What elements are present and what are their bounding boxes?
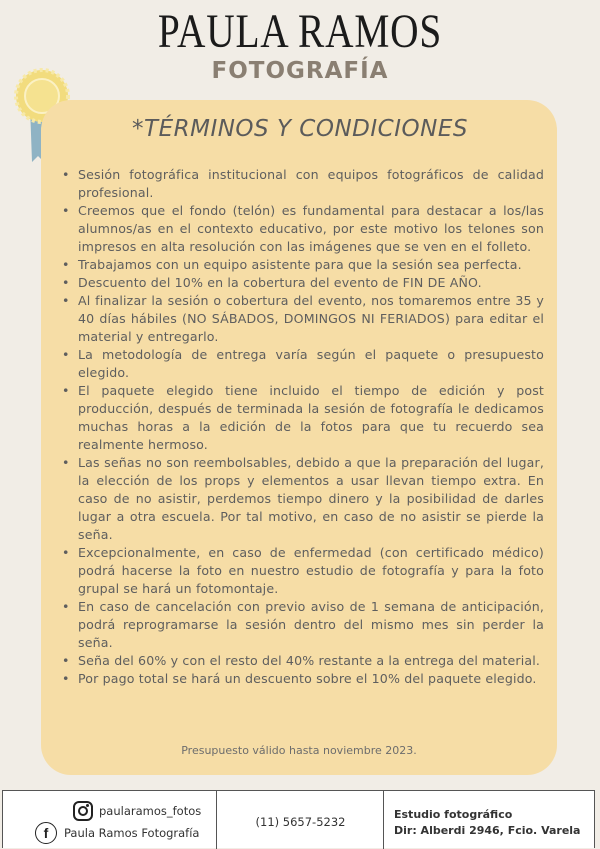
- term-item: • Creemos que el fondo (telón) es fundamental para destacar a los/las alumnos/as en el contexto educativo, por este motivo los telones son impresos en alta resolución con las imágenes que se ven en el folleto.: [60, 202, 544, 256]
- term-item: • Por pago total se hará un descuento sobre el 10% del paquete elegido.: [60, 670, 544, 688]
- instagram-icon: [73, 801, 93, 821]
- brand-name: PAULA RAMOS: [157, 5, 443, 58]
- term-item: • Al finalizar la sesión o cobertura del evento, nos tomaremos entre 35 y 40 días hábiles (NO SÁBADOS, DOMINGOS NI FERIADOS) para editar el material y entregarlo.: [60, 292, 544, 346]
- term-item: • La metodología de entrega varía según el paquete o presupuesto elegido.: [60, 346, 544, 382]
- term-item: • En caso de cancelación con previo aviso de 1 semana de anticipación, podrá reprogramarse la sesión dentro del mismo mes sin perder la seña.: [60, 598, 544, 652]
- term-item: • Sesión fotográfica institucional con equipos fotográficos de calidad profesional.: [60, 166, 544, 202]
- term-item: • Descuento del 10% en la cobertura del evento de FIN DE AÑO.: [60, 274, 544, 292]
- facebook-name: Paula Ramos Fotografía: [64, 826, 200, 840]
- term-item: • Las señas no son reembolsables, debido a que la preparación del lugar, la elección de los props y elementos a usar llevan tiempo extra. En caso de no asistir, perdemos tiempo dinero y la posibilidad de darles lugar a otra escuela. Por tal motivo, en caso de no asistir se pierde la seña.: [60, 454, 544, 544]
- instagram-handle: paularamos_fotos: [99, 804, 202, 818]
- instagram-link[interactable]: [73, 801, 201, 821]
- facebook-icon: f: [35, 822, 57, 844]
- phone-number[interactable]: (11) 5657-5232: [255, 815, 346, 829]
- term-item: • Seña del 60% y con el resto del 40% restante a la entrega del material.: [60, 652, 544, 670]
- footer-address: [384, 791, 595, 849]
- terms-title: *TÉRMINOS Y CONDICIONES: [132, 116, 468, 142]
- validity-note: Presupuesto válido hasta noviembre 2023.: [181, 744, 417, 757]
- term-item: • Excepcionalmente, en caso de enfermedad (con certificado médico) podrá hacerse la foto en nuestro estudio de fotografía y para la foto grupal se hará un fotomontaje.: [60, 544, 544, 598]
- studio-label: Estudio fotográfico: [394, 808, 513, 821]
- facebook-link[interactable]: [35, 822, 199, 844]
- terms-list: [60, 166, 544, 688]
- footer-social: [3, 791, 217, 849]
- footer: [2, 790, 595, 848]
- footer-phone: [217, 791, 384, 849]
- brand-subtitle: FOTOGRAFÍA: [211, 58, 389, 84]
- term-item: • Trabajamos con un equipo asistente para que la sesión sea perfecta.: [60, 256, 544, 274]
- studio-address: Dir: Alberdi 2946, Fcio. Varela: [394, 824, 581, 837]
- term-item: • El paquete elegido tiene incluido el tiempo de edición y post producción, después de terminada la sesión de fotografía le dedicamos muchas horas a la edición de la fotos para que tu recuerdo sea realmente hermoso.: [60, 382, 544, 454]
